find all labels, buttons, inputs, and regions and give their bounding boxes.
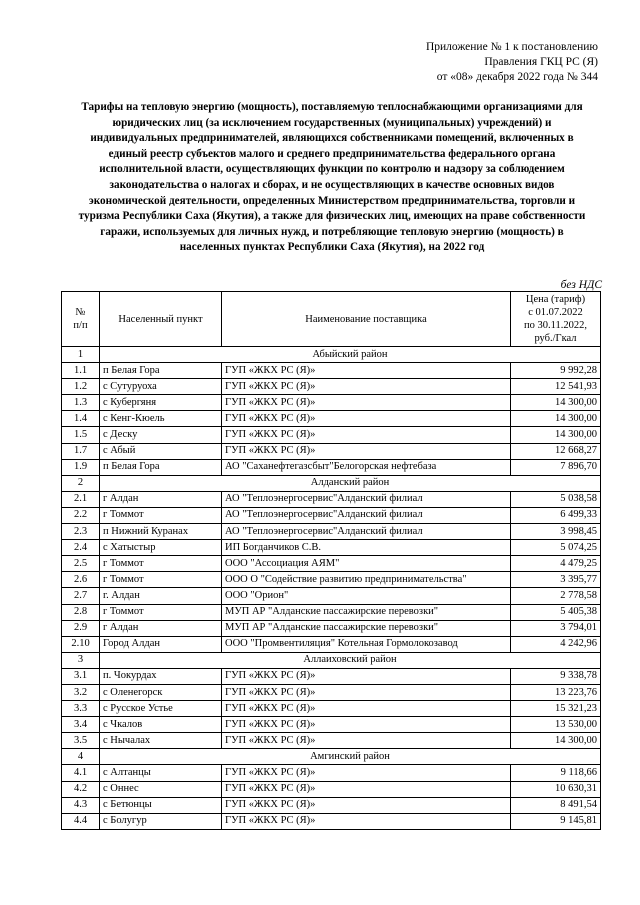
table-row (62, 556, 601, 572)
supplier-cell: ГУП «ЖКХ РС (Я)» (222, 427, 511, 443)
supplier-cell: ГУП «ЖКХ РС (Я)» (222, 717, 511, 733)
row-number: 2.1 (62, 491, 100, 507)
table-row (62, 427, 601, 443)
locality-cell: с Бетюнцы (100, 797, 222, 813)
district-row (62, 749, 601, 765)
row-number: 4.3 (62, 797, 100, 813)
locality-cell: п Белая Гора (100, 459, 222, 475)
price-cell: 3 998,45 (511, 524, 601, 540)
table-row (62, 524, 601, 540)
district-name: Алданский район (100, 475, 601, 491)
table-row (62, 540, 601, 556)
header-supplier: Наименование поставщика (222, 292, 511, 347)
row-number: 3.3 (62, 701, 100, 717)
locality-cell: с Оннес (100, 781, 222, 797)
supplier-cell: АО "Саханефтегазсбыт"Белогорская нефтебаза (222, 459, 511, 475)
header-price: Цена (тариф) с 01.07.2022 по 30.11.2022, руб./Гкал (511, 292, 601, 347)
tariff-table (61, 291, 601, 830)
locality-cell: г Томмот (100, 604, 222, 620)
table-row (62, 491, 601, 507)
row-number: 1.3 (62, 395, 100, 411)
table-row (62, 363, 601, 379)
price-cell: 12 541,93 (511, 379, 601, 395)
tariff-table-body (62, 347, 601, 830)
supplier-cell: ООО О "Содействие развитию предпринимательства" (222, 572, 511, 588)
table-row (62, 781, 601, 797)
price-cell: 5 074,25 (511, 540, 601, 556)
locality-cell: с Русское Устье (100, 701, 222, 717)
price-cell: 8 491,54 (511, 797, 601, 813)
row-number: 4.1 (62, 765, 100, 781)
row-number: 2.7 (62, 588, 100, 604)
table-row (62, 411, 601, 427)
table-row (62, 507, 601, 523)
row-number: 2.8 (62, 604, 100, 620)
table-row (62, 797, 601, 813)
supplier-cell: ГУП «ЖКХ РС (Я)» (222, 668, 511, 684)
price-cell: 15 321,23 (511, 701, 601, 717)
locality-cell: с Болугур (100, 813, 222, 829)
locality-cell: г Алдан (100, 620, 222, 636)
row-number: 4.4 (62, 813, 100, 829)
locality-cell: с Хатыстыр (100, 540, 222, 556)
table-row (62, 620, 601, 636)
supplier-cell: ГУП «ЖКХ РС (Я)» (222, 363, 511, 379)
table-row (62, 604, 601, 620)
table-row (62, 717, 601, 733)
locality-cell: с Чкалов (100, 717, 222, 733)
price-cell: 3 395,77 (511, 572, 601, 588)
district-number: 4 (62, 749, 100, 765)
supplier-cell: ГУП «ЖКХ РС (Я)» (222, 443, 511, 459)
table-row (62, 668, 601, 684)
supplier-cell: ГУП «ЖКХ РС (Я)» (222, 411, 511, 427)
header-number: № п/п (62, 292, 100, 347)
locality-cell: с Сутуруоха (100, 379, 222, 395)
price-cell: 13 530,00 (511, 717, 601, 733)
locality-cell: Город Алдан (100, 636, 222, 652)
table-row (62, 701, 601, 717)
row-number: 1.2 (62, 379, 100, 395)
supplier-cell: ГУП «ЖКХ РС (Я)» (222, 813, 511, 829)
table-row (62, 733, 601, 749)
table-row (62, 379, 601, 395)
table-row (62, 765, 601, 781)
locality-cell: г. Алдан (100, 588, 222, 604)
price-cell: 4 242,96 (511, 636, 601, 652)
price-cell: 9 338,78 (511, 668, 601, 684)
district-row (62, 347, 601, 363)
locality-cell: г Томмот (100, 507, 222, 523)
table-row (62, 588, 601, 604)
row-number: 2.5 (62, 556, 100, 572)
row-number: 1.7 (62, 443, 100, 459)
table-row (62, 572, 601, 588)
district-name: Амгинский район (100, 749, 601, 765)
vat-note: без НДС (560, 279, 602, 291)
price-cell: 14 300,00 (511, 395, 601, 411)
supplier-cell: АО "Теплоэнергосервис"Алданский филиал (222, 491, 511, 507)
locality-cell: с Нычалах (100, 733, 222, 749)
table-row (62, 395, 601, 411)
district-number: 1 (62, 347, 100, 363)
table-row (62, 443, 601, 459)
price-cell: 10 630,31 (511, 781, 601, 797)
supplier-cell: ГУП «ЖКХ РС (Я)» (222, 765, 511, 781)
locality-cell: с Алтанцы (100, 765, 222, 781)
price-cell: 5 405,38 (511, 604, 601, 620)
supplier-cell: АО "Теплоэнергосервис"Алданский филиал (222, 524, 511, 540)
supplier-cell: ГУП «ЖКХ РС (Я)» (222, 797, 511, 813)
row-number: 3.4 (62, 717, 100, 733)
header-locality: Населенный пункт (100, 292, 222, 347)
row-number: 4.2 (62, 781, 100, 797)
supplier-cell: ГУП «ЖКХ РС (Я)» (222, 781, 511, 797)
price-cell: 9 145,81 (511, 813, 601, 829)
locality-cell: г Алдан (100, 491, 222, 507)
supplier-cell: ГУП «ЖКХ РС (Я)» (222, 379, 511, 395)
table-header-row (62, 292, 601, 347)
district-name: Абыйский район (100, 347, 601, 363)
row-number: 3.2 (62, 684, 100, 700)
locality-cell: п Нижний Куранах (100, 524, 222, 540)
price-cell: 3 794,01 (511, 620, 601, 636)
supplier-cell: ООО "Промвентиляция" Котельная Гормолокозавод (222, 636, 511, 652)
locality-cell: с Деску (100, 427, 222, 443)
row-number: 2.9 (62, 620, 100, 636)
supplier-cell: ГУП «ЖКХ РС (Я)» (222, 395, 511, 411)
supplier-cell: ГУП «ЖКХ РС (Я)» (222, 684, 511, 700)
district-row (62, 652, 601, 668)
supplier-cell: АО "Теплоэнергосервис"Алданский филиал (222, 507, 511, 523)
annex-reference (298, 40, 598, 85)
document-title: Тарифы на тепловую энергию (мощность), поставляемую теплоснабжающими организациями для юридических лиц (за исключением государственных (муниципальных) учреждений) и индивидуальных предпринимателей, являющихся собственниками помещений, включенных в единый реестр субъектов малого и среднего предпринимательства федерального органа исполнительной власти, осуществляющих функции по контролю и надзору за соблюдением законодательства о налогах и сборах, и не осуществляющих в качестве основных видов экономической деятельности, определенных Министерством предпринимательства, торговли и туризма Республики Саха (Якутия), а также для физических лиц, имеющих на праве собственности гаражи, используемых для личных нужд, и потребляющие тепловую энергию (мощность) в населенных пунктах Республики Саха (Якутия), на 2022 год (78, 101, 586, 254)
annex-line: Приложение № 1 к постановлению (425, 41, 598, 53)
row-number: 2.2 (62, 507, 100, 523)
price-cell: 7 896,70 (511, 459, 601, 475)
locality-cell: г Томмот (100, 572, 222, 588)
supplier-cell: ООО "Орион" (222, 588, 511, 604)
supplier-cell: МУП АР "Алданские пассажирские перевозки" (222, 620, 511, 636)
table-row (62, 459, 601, 475)
row-number: 3.1 (62, 668, 100, 684)
locality-cell: г Томмот (100, 556, 222, 572)
locality-cell: с Оленегорск (100, 684, 222, 700)
row-number: 1.9 (62, 459, 100, 475)
locality-cell: с Абый (100, 443, 222, 459)
row-number: 2.4 (62, 540, 100, 556)
district-number: 2 (62, 475, 100, 491)
district-name: Аллаиховский район (100, 652, 601, 668)
supplier-cell: ГУП «ЖКХ РС (Я)» (222, 733, 511, 749)
table-row (62, 684, 601, 700)
district-row (62, 475, 601, 491)
locality-cell: п. Чокурдах (100, 668, 222, 684)
locality-cell: п Белая Гора (100, 363, 222, 379)
price-cell: 12 668,27 (511, 443, 601, 459)
price-cell: 6 499,33 (511, 507, 601, 523)
price-cell: 14 300,00 (511, 411, 601, 427)
price-cell: 14 300,00 (511, 733, 601, 749)
row-number: 1.1 (62, 363, 100, 379)
price-cell: 4 479,25 (511, 556, 601, 572)
row-number: 1.4 (62, 411, 100, 427)
row-number: 1.5 (62, 427, 100, 443)
district-number: 3 (62, 652, 100, 668)
row-number: 3.5 (62, 733, 100, 749)
price-cell: 9 118,66 (511, 765, 601, 781)
price-cell: 5 038,58 (511, 491, 601, 507)
supplier-cell: МУП АР "Алданские пассажирские перевозки" (222, 604, 511, 620)
table-row (62, 813, 601, 829)
row-number: 2.3 (62, 524, 100, 540)
price-cell: 14 300,00 (511, 427, 601, 443)
price-cell: 13 223,76 (511, 684, 601, 700)
locality-cell: с Кенг-Кюель (100, 411, 222, 427)
price-cell: 2 778,58 (511, 588, 601, 604)
row-number: 2.10 (62, 636, 100, 652)
annex-line: от «08» декабря 2022 года № 344 (436, 71, 598, 83)
supplier-cell: ИП Богданчиков С.В. (222, 540, 511, 556)
table-row (62, 636, 601, 652)
row-number: 2.6 (62, 572, 100, 588)
annex-line: Правления ГКЦ РС (Я) (484, 56, 598, 68)
price-cell: 9 992,28 (511, 363, 601, 379)
locality-cell: с Кубергяня (100, 395, 222, 411)
supplier-cell: ГУП «ЖКХ РС (Я)» (222, 701, 511, 717)
supplier-cell: ООО "Ассоциация АЯМ" (222, 556, 511, 572)
